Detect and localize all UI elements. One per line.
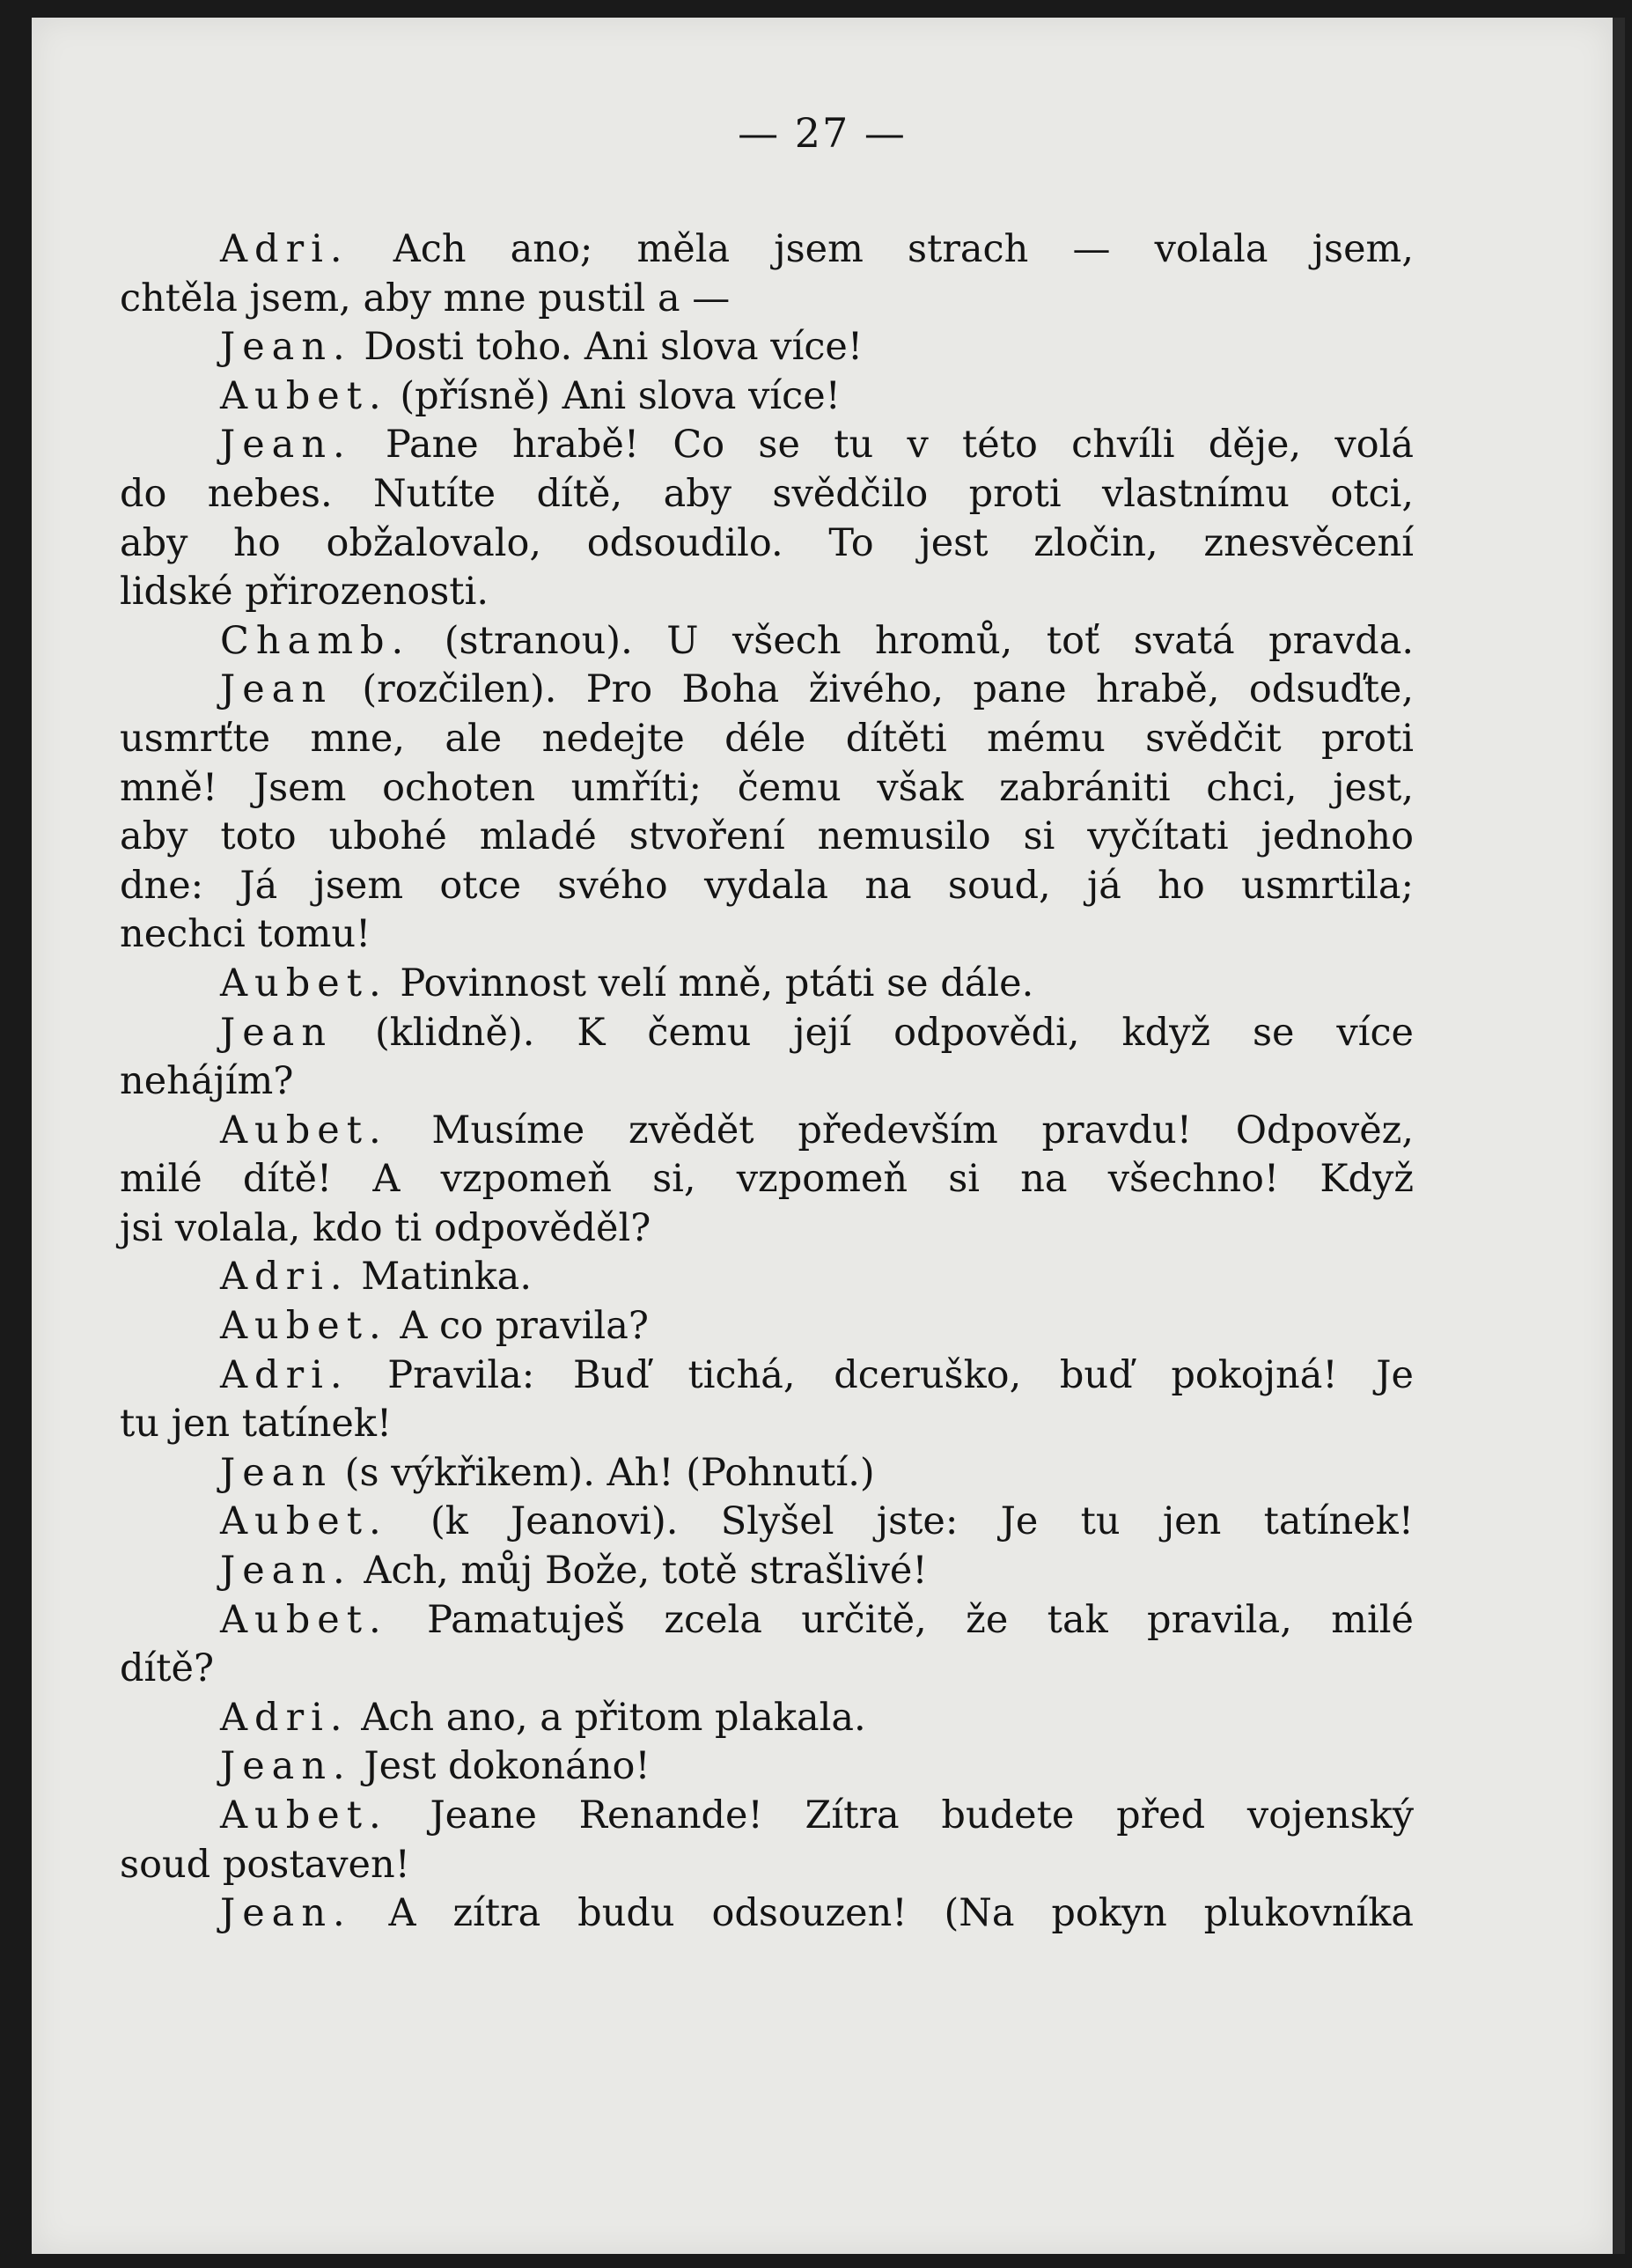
line-text: Matinka. [349, 1255, 532, 1300]
line-text: soud postaven! [120, 1842, 410, 1887]
line-text: mně! Jsem ochoten umříti; čemu však zabrániti chci, jest, [120, 765, 1414, 810]
text-line [120, 1694, 1414, 1743]
line-text: milé dítě! A vzpomeň si, vzpomeň si na všechno! Když [120, 1157, 1414, 1202]
speaker-name: Aubet. [220, 1793, 388, 1837]
text-line [120, 1792, 1414, 1841]
line-text: aby toto ubohé mladé stvoření nemusilo si vyčítati jednoho [120, 814, 1414, 859]
speaker-name: Jean [220, 667, 334, 712]
text-line [120, 666, 1414, 715]
speaker-name: Jean. [220, 325, 352, 370]
text-line [120, 1841, 1414, 1890]
speaker-name: Chamb. [220, 618, 411, 663]
line-text: Ach ano; měla jsem strach — volala jsem, [349, 227, 1414, 271]
line-text: (s výkřikem). Ah! (Pohnutí.) [333, 1450, 875, 1495]
speaker-name: Jean. [220, 1549, 352, 1594]
line-text: Povinnost velí mně, ptáti se dále. [387, 961, 1034, 1005]
text-line [120, 1645, 1414, 1694]
text-line [120, 323, 1414, 372]
line-text: Musíme zvědět především pravdu! Odpověz, [387, 1108, 1414, 1152]
text-line [120, 1742, 1414, 1792]
speaker-name: Adri. [220, 1255, 349, 1300]
text-line [120, 715, 1414, 764]
line-text: A co pravila? [387, 1304, 649, 1349]
speaker-name: Jean [220, 1450, 334, 1495]
text-line [120, 1009, 1414, 1058]
text-line [120, 1204, 1414, 1254]
line-text: (k Jeanovi). Slyšel jste: Je tu jen tatínek! [387, 1499, 1414, 1544]
text-line [120, 1889, 1414, 1939]
speaker-name: Jean. [220, 1744, 352, 1789]
speaker-name: Aubet. [220, 961, 388, 1005]
line-text: dítě? [120, 1646, 215, 1691]
line-text: (přísně) Ani slova více! [387, 373, 841, 418]
page-number: — 27 — [738, 109, 907, 157]
line-text: Jeane Renande! Zítra budete před vojenský [387, 1793, 1414, 1837]
text-line [120, 568, 1414, 617]
text-line [120, 1253, 1414, 1302]
dialogue-text [120, 225, 1414, 1939]
text-line [120, 1547, 1414, 1596]
speaker-name: Aubet. [220, 1304, 388, 1349]
line-text: Pamatuješ zcela určitě, že tak pravila, milé [387, 1597, 1414, 1642]
text-line [120, 1107, 1414, 1156]
line-text: do nebes. Nutíte dítě, aby svědčilo proti vlastnímu otci, [120, 471, 1414, 516]
line-text: (stranou). U všech hromů, toť svatá pravda. [410, 618, 1414, 663]
text-line [120, 421, 1414, 470]
line-text: Ach ano, a přitom plakala. [349, 1695, 866, 1740]
line-text: Ach, můj Bože, totě strašlivé! [351, 1549, 928, 1594]
text-line [120, 1498, 1414, 1547]
line-text: (klidně). K čemu její odpovědi, když se více [333, 1010, 1414, 1055]
text-line [120, 470, 1414, 519]
text-line [120, 960, 1414, 1009]
line-text: Dosti toho. Ani slova více! [351, 325, 864, 370]
text-line [120, 764, 1414, 814]
text-line [120, 910, 1414, 960]
text-line [120, 1302, 1414, 1351]
line-text: Pane hrabě! Co se tu v této chvíli děje, volá [351, 423, 1414, 468]
line-text: usmrťte mne, ale nedejte déle dítěti mému svědčit proti [120, 716, 1414, 761]
text-line [120, 617, 1414, 666]
line-text: jsi volala, kdo ti odpověděl? [120, 1205, 651, 1250]
text-line [120, 225, 1414, 275]
text-line [120, 519, 1414, 569]
speaker-name: Jean. [220, 1891, 352, 1936]
speaker-name: Jean. [220, 423, 352, 468]
text-line [120, 1155, 1414, 1204]
text-line [120, 275, 1414, 324]
text-line [120, 1596, 1414, 1646]
speaker-name: Adri. [220, 1352, 349, 1397]
speaker-name: Aubet. [220, 373, 388, 418]
speaker-name: Aubet. [220, 1597, 388, 1642]
speaker-name: Aubet. [220, 1108, 388, 1152]
line-text: aby ho obžalovalo, odsoudilo. To jest zločin, znesvěcení [120, 520, 1414, 565]
book-page [32, 18, 1625, 2254]
line-text: nehájím? [120, 1059, 294, 1104]
speaker-name: Adri. [220, 1695, 349, 1740]
speaker-name: Jean [220, 1010, 334, 1055]
text-line [120, 1057, 1414, 1107]
speaker-name: Adri. [220, 227, 349, 271]
line-text: lidské přirozenosti. [120, 570, 489, 615]
speaker-name: Aubet. [220, 1499, 388, 1544]
text-line [120, 813, 1414, 862]
line-text: Pravila: Buď tichá, dceruško, buď pokojná! Je [349, 1352, 1414, 1397]
line-text: tu jen tatínek! [120, 1402, 393, 1447]
text-line [120, 372, 1414, 422]
text-line [120, 1351, 1414, 1401]
line-text: A zítra budu odsouzen! (Na pokyn plukovníka [351, 1891, 1414, 1936]
line-text: nechci tomu! [120, 912, 371, 957]
line-text: (rozčilen). Pro Boha živého, pane hrabě, odsuďte, [333, 667, 1414, 712]
text-line [120, 1400, 1414, 1449]
line-text: chtěla jsem, aby mne pustil a — [120, 276, 731, 320]
line-text: dne: Já jsem otce svého vydala na soud, já ho usmrtila; [120, 863, 1414, 908]
text-line [120, 862, 1414, 911]
text-line [120, 1449, 1414, 1498]
line-text: Jest dokonáno! [351, 1744, 651, 1789]
